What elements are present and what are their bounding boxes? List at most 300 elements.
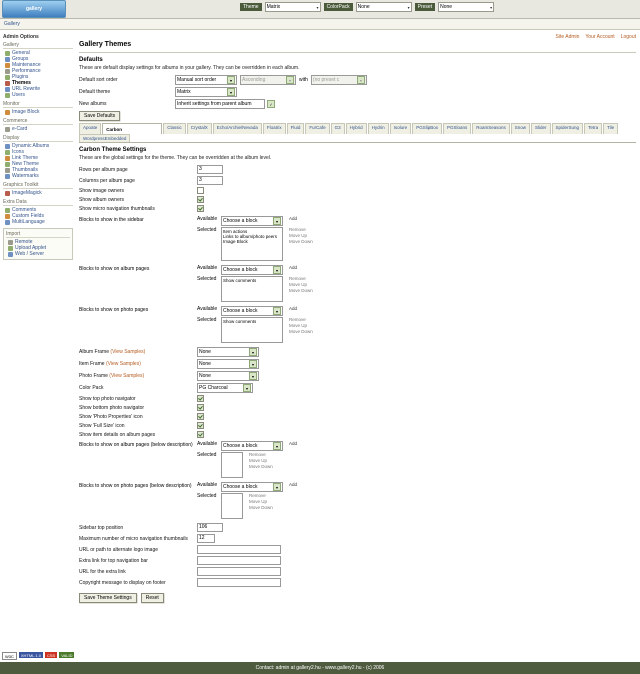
show-top-photo-navigator-label: Show top photo navigator: [79, 395, 136, 402]
blocks-photo-selected-label: Selected: [197, 317, 217, 323]
blocks-sidebar-available-value: Choose a block: [223, 218, 258, 224]
sidebar-group-import: [3, 228, 73, 260]
blocks-album-available-value: Choose a block: [223, 267, 258, 273]
sidebar-group-graphics-toolkit: [3, 182, 73, 196]
extra-link-url-input[interactable]: [197, 567, 281, 576]
rows-per-album-page-label: Rows per album page: [79, 166, 128, 173]
theme-control-label-1: ColorPack: [324, 3, 353, 11]
album-icon: [5, 144, 10, 149]
sort-preset-value: (no preset c: [312, 77, 340, 83]
new-albums-value: Inherit settings from parent album: [177, 101, 252, 107]
default-theme-select[interactable]: [175, 87, 237, 97]
sidebar-item-multilanguage[interactable]: [3, 219, 73, 225]
tab-crystalx[interactable]: CrystalX: [187, 123, 212, 134]
blocks-photo-below-editor: [197, 482, 636, 520]
sidebar-item-users[interactable]: [3, 92, 73, 98]
list-item[interactable]: Links to album/photo peers: [223, 234, 278, 239]
chevron-down-icon: ▾: [357, 76, 365, 84]
blocks-album-move-down-button[interactable]: Move Down: [289, 288, 313, 293]
blocks-sidebar-selected-line: [197, 227, 313, 261]
photo-frame-select[interactable]: [197, 371, 259, 381]
new-albums-row: [79, 99, 636, 109]
blocks-sidebar-row: [79, 216, 636, 262]
plug-icon: [5, 75, 10, 80]
blocks-photo-below-available-select[interactable]: [221, 482, 283, 492]
tab-hydrin[interactable]: Hydrin: [368, 123, 389, 134]
blocks-photo-below-available-label: Available: [197, 482, 218, 488]
preset-select-value: None: [440, 4, 453, 10]
item-frame-row: [79, 359, 636, 369]
max-micro-nav-thumbs-input[interactable]: 12: [197, 534, 215, 543]
show-full-size-icon-label: Show 'Full Size' icon: [79, 422, 125, 429]
blocks-album-actions: [289, 276, 313, 293]
blocks-sidebar-actions: [289, 227, 313, 244]
top-bar: [0, 0, 640, 19]
chevron-down-icon: ▾: [227, 76, 235, 84]
show-image-owners-checkbox[interactable]: [197, 187, 204, 194]
album-frame-row: [79, 347, 636, 357]
default-sort-order-select[interactable]: [175, 75, 237, 85]
gauge-icon: [5, 69, 10, 74]
magick-icon: [5, 191, 10, 196]
blocks-album-below-label: Blocks to show on album pages (below description): [79, 442, 193, 448]
blocks-sidebar-label: Blocks to show in the sidebar: [79, 217, 144, 223]
sort-with-label: with: [299, 77, 308, 83]
blocks-sidebar-move-up-button[interactable]: Move Up: [289, 233, 308, 238]
tab-fluid[interactable]: Fluid: [287, 123, 305, 134]
sidebar-item-ecard[interactable]: [3, 126, 73, 132]
tab-furcafe[interactable]: FurCafe: [305, 123, 329, 134]
sidebar-group-heading: Commerce: [3, 118, 73, 125]
album-frame-value: None: [199, 349, 211, 355]
page-title: Gallery Themes: [79, 41, 132, 48]
show-album-owners-label: Show album owners: [79, 196, 125, 203]
item-frame-samples-link[interactable]: (View Samples): [105, 361, 141, 367]
blocks-album-add-button[interactable]: Add: [289, 265, 298, 270]
defaults-description: These are default display settings for albums in your gallery. They can be overridden in each album.: [79, 65, 300, 71]
sidebar-group-extra-data: [3, 199, 73, 225]
blocks-photo-available-label: Available: [197, 306, 218, 312]
blocks-photo-selected-list[interactable]: [221, 317, 283, 343]
blocks-sidebar-remove-button[interactable]: Remove: [289, 227, 306, 232]
blocks-photo-remove-button[interactable]: Remove: [289, 317, 306, 322]
theme-select[interactable]: [265, 2, 321, 12]
blocks-album-available-line: [197, 265, 313, 275]
tab-classic[interactable]: Classic: [163, 123, 186, 134]
xhtml-badge[interactable]: XHTML 1.0: [20, 652, 41, 658]
upload-icon: [8, 246, 13, 251]
blocks-album-move-up-button[interactable]: Move Up: [289, 282, 308, 287]
sidebar-item-label: Link Theme: [12, 155, 39, 161]
copyright-message-input[interactable]: [197, 578, 281, 587]
blocks-photo-add-button[interactable]: Add: [289, 306, 298, 311]
sort-preset-select[interactable]: [311, 75, 367, 85]
css-badge[interactable]: CSS: [46, 652, 56, 658]
preset-select[interactable]: [438, 2, 494, 12]
sidebar-item-label: Maintenance: [12, 62, 41, 68]
chevron-down-icon: ▾: [273, 442, 281, 450]
tab-floatrix[interactable]: Floatrix: [263, 123, 286, 134]
sidebar-group-heading: Extra Data: [3, 199, 73, 206]
theme-tabs: [79, 123, 636, 143]
chevron-down-icon: ▾: [273, 217, 281, 225]
colorpack-select-value: None: [357, 4, 370, 10]
show-bottom-photo-navigator-checkbox[interactable]: [197, 404, 204, 411]
palette-icon: [5, 81, 10, 86]
users-icon: [5, 57, 10, 62]
color-pack-select[interactable]: [197, 383, 253, 393]
chevron-down-icon: ▾: [249, 360, 257, 368]
list-item[interactable]: Image Block: [223, 239, 248, 244]
sidebar-group-heading: Monitor: [3, 101, 73, 108]
chevron-down-icon: ▾: [227, 88, 235, 96]
default-sort-order-row: [79, 75, 636, 85]
chevron-down-icon: ▾: [407, 4, 410, 10]
breadcrumb-item-gallery[interactable]: Gallery: [4, 21, 20, 27]
blocks-album-row: [79, 265, 636, 303]
blocks-photo-editor: [197, 306, 636, 344]
sidebar-item-label: Custom Fields: [12, 213, 44, 219]
color-pack-row: [79, 383, 636, 393]
blocks-photo-label: Blocks to show on photo pages: [79, 307, 149, 313]
album-frame-label: Album Frame: [79, 349, 110, 355]
icons-icon: [5, 150, 10, 155]
sidebar-top-position-label: Sidebar top position: [79, 524, 124, 531]
show-photo-properties-icon-checkbox[interactable]: [197, 413, 204, 420]
sidebar-item-label: Dynamic Albums: [12, 143, 50, 149]
blocks-photo-below-move-down-button[interactable]: Move Down: [249, 505, 273, 510]
blocks-album-label: Blocks to show on album pages: [79, 266, 150, 272]
show-full-size-icon-checkbox[interactable]: [197, 422, 204, 429]
tab-slider[interactable]: Slider: [531, 123, 551, 134]
user-icon: [5, 93, 10, 98]
valid-badge[interactable]: VALID: [61, 652, 73, 658]
blocks-album-below-selected-label: Selected: [197, 452, 217, 458]
blocks-photo-actions: [289, 317, 313, 334]
blocks-photo-below-available-line: [197, 482, 297, 492]
defaults-heading: Defaults: [79, 57, 103, 63]
save-theme-settings-button[interactable]: Save Theme Settings: [79, 593, 137, 603]
chevron-down-icon: ▾: [273, 266, 281, 274]
rows-per-album-page-row: [79, 165, 636, 174]
sidebar-group-heading: Display: [3, 135, 73, 142]
blocks-sidebar-selected-list[interactable]: [221, 227, 283, 261]
new-icon: [5, 162, 10, 167]
album-frame-samples-link[interactable]: (View Samples): [110, 349, 146, 355]
sidebar-item-label: Users: [12, 92, 26, 98]
tab-snow[interactable]: Snow: [511, 123, 530, 134]
show-album-owners-checkbox[interactable]: [197, 196, 204, 203]
chevron-down-icon: ▾: [286, 76, 294, 84]
theme-controls: [240, 2, 494, 12]
sidebar-item-label: Groups: [12, 56, 29, 62]
list-item[interactable]: Show comments: [223, 278, 257, 283]
sidebar-item-label: Image Block: [12, 109, 40, 115]
lang-icon: [5, 220, 10, 225]
sidebar-top-position-row: [79, 523, 636, 532]
blocks-photo-selected-line: [197, 317, 313, 343]
save-defaults-row: [79, 113, 636, 119]
sidebar-group-commerce: [3, 118, 73, 132]
sidebar-item-label: Performance: [12, 68, 41, 74]
sidebar-title: Admin Options: [3, 34, 39, 40]
chevron-down-icon: ▾: [316, 4, 319, 10]
default-theme-row: [79, 87, 636, 97]
tab-g3[interactable]: G3: [331, 123, 345, 134]
blocks-photo-available-value: Choose a block: [223, 308, 258, 314]
blocks-sidebar-available-label: Available: [197, 216, 218, 222]
tab-pgsloans[interactable]: PGSloans: [443, 123, 471, 134]
field-icon: [5, 214, 10, 219]
sidebar-item-label: Watermarks: [12, 173, 39, 179]
rows-per-album-page-input[interactable]: 3: [197, 165, 223, 174]
tab-wordpressembedded[interactable]: WordpressEmbedded: [79, 134, 130, 142]
sidebar-item-label: Comments: [12, 207, 37, 213]
extra-link-row: [79, 556, 636, 565]
sidebar-group-display: [3, 135, 73, 179]
extra-link-label: Extra link for top navigation bar: [79, 557, 148, 564]
alt-logo-url-row: [79, 545, 636, 554]
blocks-photo-below-add-button[interactable]: Add: [289, 482, 298, 487]
sort-direction-select[interactable]: [240, 75, 296, 85]
album-frame-select[interactable]: [197, 347, 259, 357]
sidebar-item-label: Remote: [15, 239, 33, 245]
blocks-album-selected-list[interactable]: [221, 276, 283, 302]
remote-icon: [8, 240, 13, 245]
theme-control-label-0: Theme: [240, 3, 262, 11]
tab-pgslipbox[interactable]: PGSlipBox: [412, 123, 442, 134]
theme-control-label-2: Preset: [415, 3, 435, 11]
sidebar-group-monitor: [3, 101, 73, 115]
item-frame-value: None: [199, 361, 211, 367]
blocks-photo-move-up-button[interactable]: Move Up: [289, 323, 308, 328]
link-your-account[interactable]: Your Account: [585, 34, 615, 40]
default-sort-order-value: Manual sort order: [177, 77, 217, 83]
photo-frame-value: None: [199, 373, 211, 379]
blocks-album-remove-button[interactable]: Remove: [289, 276, 306, 281]
sidebar-item-watermarks[interactable]: [3, 173, 73, 179]
theme-select-value: Matrix: [266, 4, 281, 10]
max-micro-nav-thumbs-label: Maximum number of micro navigation thumbnails: [79, 535, 188, 542]
link-site-admin[interactable]: Site Admin: [555, 34, 580, 40]
card-icon: [5, 127, 10, 132]
blocks-photo-below-selected-label: Selected: [197, 493, 217, 499]
sidebar-item-label: Icons: [12, 149, 24, 155]
max-micro-nav-thumbs-row: [79, 534, 636, 543]
show-micro-nav-thumbs-row: [79, 205, 636, 212]
chevron-down-icon: ▾: [249, 348, 257, 356]
show-photo-properties-icon-label: Show 'Photo Properties' icon: [79, 413, 143, 420]
tab-spidersung[interactable]: SpiderSung: [552, 123, 584, 134]
breadcrumb: [0, 19, 640, 30]
blocks-album-below-editor: [197, 441, 636, 479]
default-theme-label: Default theme: [79, 89, 111, 95]
reset-button[interactable]: Reset: [141, 593, 164, 603]
tab-tile[interactable]: Tile: [603, 123, 618, 134]
alt-logo-url-input[interactable]: [197, 545, 281, 554]
sidebar-item-imagemagick[interactable]: [3, 190, 73, 196]
list-item[interactable]: Item actions: [223, 229, 248, 234]
chevron-down-icon: ▾: [273, 483, 281, 491]
gear-icon: [5, 51, 10, 56]
web-icon: [8, 252, 13, 257]
blocks-album-below-actions: [249, 452, 273, 469]
copyright-message-row: [79, 578, 636, 587]
blocks-photo-move-down-button[interactable]: Move Down: [289, 329, 313, 334]
colorpack-select[interactable]: [356, 2, 412, 12]
show-bottom-photo-navigator-row: [79, 404, 636, 411]
sidebar-item-label: Thumbnails: [12, 167, 38, 173]
new-albums-label: New albums: [79, 101, 107, 107]
extra-link-url-row: [79, 567, 636, 576]
blocks-sidebar-add-button[interactable]: Add: [289, 216, 298, 221]
sidebar-item-label: General: [12, 50, 30, 56]
copyright-message-label: Copyright message to display on footer: [79, 579, 166, 586]
blocks-album-below-available-value: Choose a block: [223, 443, 258, 449]
tab-apoate[interactable]: Apoate: [79, 123, 101, 134]
show-item-details-row: [79, 431, 636, 438]
color-pack-value: PG Charcoal: [199, 385, 228, 391]
blocks-album-below-available-select[interactable]: [221, 441, 283, 451]
tab-hybrid[interactable]: Hybrid: [346, 123, 367, 134]
sidebar-group-gallery: [3, 42, 73, 98]
link-logout[interactable]: Logout: [620, 34, 636, 40]
blocks-sidebar-move-down-button[interactable]: Move Down: [289, 239, 313, 244]
main-content: [75, 30, 640, 603]
photo-frame-samples-link[interactable]: (View Samples): [109, 373, 145, 379]
link-icon: [5, 87, 10, 92]
blocks-album-below-move-down-button[interactable]: Move Down: [249, 464, 273, 469]
blocks-photo-available-line: [197, 306, 313, 316]
blocks-album-below-remove-button[interactable]: Remove: [249, 452, 266, 457]
blocks-album-below-selected-line: [197, 452, 297, 478]
sidebar-item-web-server[interactable]: [6, 251, 70, 257]
footer-text: Contact: admin at gallery2.hu - www.gallery2.hu - (c) 2006: [255, 665, 385, 671]
sidebar-item-label: Themes: [12, 80, 31, 86]
sidebar-item-label: New Theme: [12, 161, 39, 167]
default-sort-order-label: Default sort order: [79, 77, 118, 83]
comment-icon: [5, 208, 10, 213]
sidebar-item-label: Plugins: [12, 74, 29, 80]
color-pack-label: Color Pack: [79, 385, 104, 391]
blocks-photo-row: [79, 306, 636, 344]
water-icon: [5, 174, 10, 179]
sidebar-group-heading: Import: [6, 231, 70, 238]
wrench-icon: [5, 63, 10, 68]
sidebar-item-label: Upload Applet: [15, 245, 47, 251]
new-albums-apply-icon[interactable]: ✓: [267, 100, 275, 108]
blocks-album-available-select[interactable]: [221, 265, 283, 275]
tab-echo-archie-nevada[interactable]: Echo/Archie/Nevada: [213, 123, 262, 134]
columns-per-album-page-input[interactable]: 3: [197, 176, 223, 185]
show-top-photo-navigator-row: [79, 395, 636, 402]
blocks-sidebar-available-select[interactable]: [221, 216, 283, 226]
blocks-album-below-row: [79, 441, 636, 479]
show-item-details-label: Show item details on album pages: [79, 431, 156, 438]
blocks-photo-below-selected-list[interactable]: [221, 493, 243, 519]
sidebar-item-label: URL Rewrite: [12, 86, 41, 92]
blocks-album-selected-label: Selected: [197, 276, 217, 282]
blocks-photo-below-row: [79, 482, 636, 520]
image-icon: [5, 110, 10, 115]
header-links: [79, 34, 636, 40]
sidebar-top-position-input[interactable]: 106: [197, 523, 223, 532]
chevron-down-icon: ▾: [490, 4, 493, 10]
photo-frame-row: [79, 371, 636, 381]
blocks-album-selected-line: [197, 276, 313, 302]
sidebar-group-heading: Graphics Toolkit: [3, 182, 73, 189]
blocks-album-editor: [197, 265, 636, 303]
list-item[interactable]: Show comments: [223, 319, 257, 324]
footer-bar: [0, 662, 640, 674]
show-image-owners-label: Show image owners: [79, 187, 125, 194]
item-frame-label: Item Frame: [79, 361, 105, 367]
blocks-album-below-selected-list[interactable]: [221, 452, 243, 478]
validator-badges: [2, 652, 74, 660]
chevron-down-icon: ▾: [249, 372, 257, 380]
new-albums-select[interactable]: [175, 99, 265, 109]
blocks-photo-below-available-value: Choose a block: [223, 484, 258, 490]
chevron-down-icon: ▾: [273, 307, 281, 315]
gallery-logo: gallery: [2, 0, 66, 18]
sidebar-item-label: MultiLanguage: [12, 219, 45, 225]
show-micro-nav-thumbs-checkbox[interactable]: [197, 205, 204, 212]
show-album-owners-row: [79, 196, 636, 203]
tab-carbon[interactable]: Carbon: [102, 123, 162, 134]
show-top-photo-navigator-checkbox[interactable]: [197, 395, 204, 402]
sidebar-item-label: ImageMagick: [12, 190, 42, 196]
w3c-badge[interactable]: W3C: [2, 652, 17, 660]
show-photo-properties-icon-row: [79, 413, 636, 420]
thumb-icon: [5, 168, 10, 173]
blocks-album-below-available-line: [197, 441, 297, 451]
alt-logo-url-label: URL or path to alternate logo image: [79, 546, 159, 553]
save-defaults-button[interactable]: Save Defaults: [79, 111, 120, 121]
theme-settings-heading: Carbon Theme Settings: [79, 147, 147, 153]
sidebar-group-heading: Gallery: [3, 42, 73, 49]
item-frame-select[interactable]: [197, 359, 259, 369]
sidebar-item-image-block[interactable]: [3, 109, 73, 115]
blocks-album-below-move-up-button[interactable]: Move Up: [249, 458, 268, 463]
link-icon: [5, 156, 10, 161]
blocks-album-available-label: Available: [197, 265, 218, 271]
blocks-photo-below-label: Blocks to show on photo pages (below description): [79, 483, 192, 489]
blocks-photo-below-actions: [249, 493, 273, 510]
sort-direction-value: Ascending: [242, 77, 266, 83]
blocks-photo-below-remove-button[interactable]: Remove: [249, 493, 266, 498]
tab-roamseasons[interactable]: RoamSeasons: [472, 123, 510, 134]
show-image-owners-row: [79, 187, 636, 194]
tab-tetra[interactable]: Tetra: [584, 123, 602, 134]
theme-settings-description: These are the global settings for the theme. They can be overridden at the album level.: [79, 155, 272, 161]
blocks-photo-below-move-up-button[interactable]: Move Up: [249, 499, 268, 504]
sidebar-item-label: e-Card: [12, 126, 28, 132]
theme-settings-buttons: [79, 593, 636, 603]
blocks-photo-available-select[interactable]: [221, 306, 283, 316]
blocks-album-below-add-button[interactable]: Add: [289, 441, 298, 446]
extra-link-url-label: URL for the extra link: [79, 568, 126, 575]
show-micro-nav-thumbs-label: Show micro navigation thumbnails: [79, 205, 155, 212]
columns-per-album-page-row: [79, 176, 636, 185]
sidebar-item-label: Web / Server: [15, 251, 45, 257]
show-item-details-checkbox[interactable]: [197, 431, 204, 438]
sidebar: [0, 30, 75, 263]
tab-isolure[interactable]: Isolure: [390, 123, 412, 134]
extra-link-input[interactable]: [197, 556, 281, 565]
blocks-sidebar-editor: [197, 216, 636, 262]
page-body: [0, 30, 640, 603]
blocks-photo-below-selected-line: [197, 493, 297, 519]
